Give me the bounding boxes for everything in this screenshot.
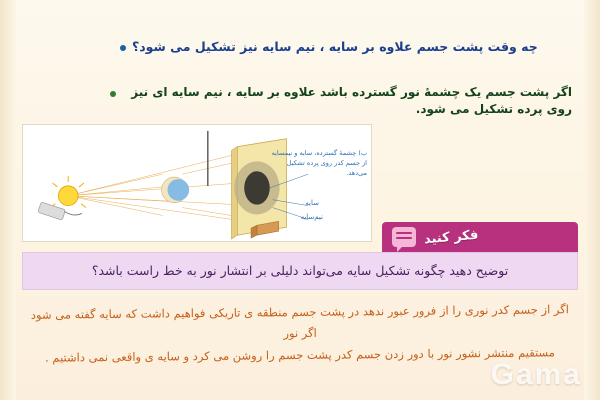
diagram-svg	[23, 125, 371, 241]
bullet-icon-green	[110, 91, 116, 97]
figure-caption: ب) چشمهٔ گسترده، سایه و نیمسایه از جسم کدر روی پرده تشکیل می‌دهد.	[271, 149, 367, 177]
figure-label-shadow: سایه	[305, 199, 319, 207]
speech-bubble-icon	[392, 227, 416, 247]
right-page-edge	[584, 0, 600, 400]
answer-line-main	[110, 84, 572, 119]
answer-main-text: اگر پشت جسم یک چشمهٔ نور گسترده باشد علاوه بر سایه ، نیم سایه ای نیز روی پرده تشکیل می شود.	[131, 85, 572, 117]
answer-line-1: اگر از جسم کدر نوری را از فرور عبور ندهد در پشت جسم منطقه ی تاریکی فواهیم داشت که سایه گفته می شود اگر نور	[30, 302, 569, 341]
watermark-logo: Gama	[490, 358, 582, 391]
physics-diagram	[22, 124, 372, 242]
think-prompt-text: توضیح دهید چگونه تشکیل سایه می‌تواند دلیلی بر انتشار نور به خط راست باشد؟	[91, 263, 509, 279]
question-line-main	[120, 38, 572, 56]
answer-line-2: مستقیم منتشر نشور نور با دور زدن جسم کدر پشت جسم را روشن می کرد و سایه ی واقعی نمی داشتیم .	[44, 344, 555, 365]
left-page-edge	[0, 0, 16, 400]
figure-label-penumbra: نیم‌سایه	[300, 213, 323, 221]
think-section-header	[382, 222, 578, 252]
bullet-icon-blue	[120, 45, 126, 51]
handwritten-answer	[30, 302, 570, 366]
think-section-label: فکر کنید	[423, 227, 479, 247]
think-prompt-band	[22, 252, 578, 290]
question-main-text: چه وقت پشت جسم علاوه بر سایه ، نیم سایه نیز تشکیل می شود؟	[132, 39, 538, 54]
